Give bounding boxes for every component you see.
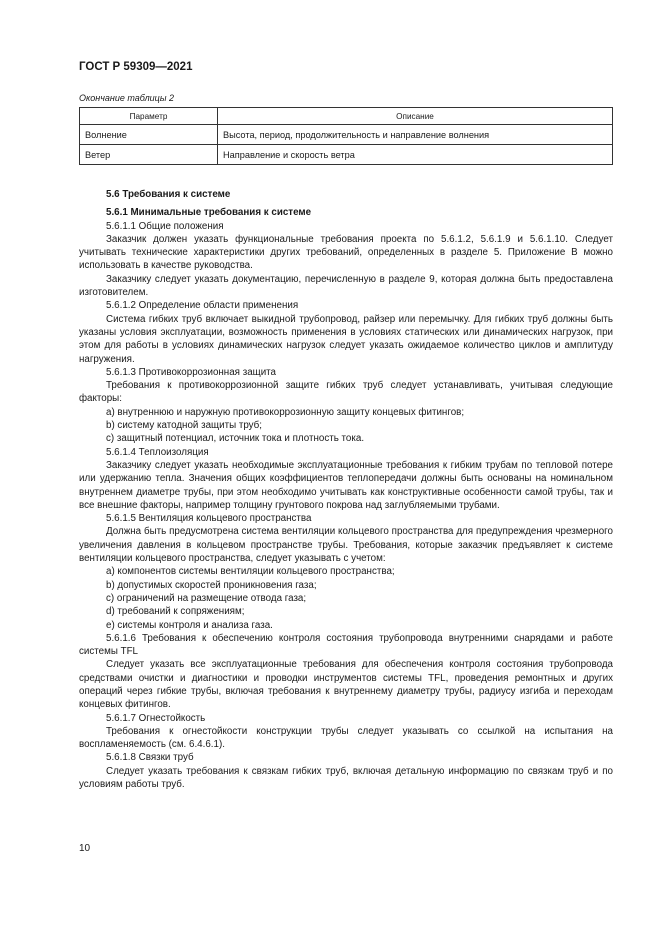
table-caption: Окончание таблицы 2	[79, 93, 174, 103]
clause-title: 5.6.1.4 Теплоизоляция	[106, 446, 209, 458]
clause-title: 5.6.1.8 Связки труб	[106, 752, 194, 764]
list-item: с) защитный потенциал, источник тока и плотность тока.	[106, 433, 365, 445]
clause-title: 5.6.1.5 Вентиляция кольцевого пространства	[106, 513, 312, 525]
parameters-table	[79, 107, 613, 165]
subsection-heading: 5.6.1 Минимальные требования к системе	[106, 207, 312, 219]
paragraph: Требования к огнестойкости конструкции трубы следует указывать со ссылкой на испытания на воспламеняемость (см. 6.4.6.1).	[79, 725, 613, 751]
list-item: d) требований к сопряжениям;	[106, 606, 245, 618]
list-item: b) систему катодной защиты труб;	[106, 420, 262, 432]
column-header-description: Описание	[218, 108, 613, 125]
paragraph: Должна быть предусмотрена система вентиляции кольцевого пространства для предупреждения чрезмерного увеличения давления в кольцевом пространстве трубы. Требования, которые заказчик предъявляет к системе вентиляции кольцевого пространства, следует указывать с учетом:	[79, 526, 613, 565]
table-header-row	[80, 108, 613, 125]
clause-title: 5.6.1.2 Определение области применения	[106, 300, 299, 312]
table-row	[80, 145, 613, 165]
page-number: 10	[79, 843, 91, 854]
paragraph: Заказчику следует указать документацию, перечисленную в разделе 9, которая должна быть предоставлена изготовителем.	[79, 273, 613, 299]
table-cell: Высота, период, продолжительность и направление волнения	[218, 125, 613, 145]
table-cell: Направление и скорость ветра	[218, 145, 613, 165]
paragraph: Следует указать требования к связкам гибких труб, включая детальную информацию по связкам труб и по условиям работы труб.	[79, 765, 613, 791]
list-item: е) системы контроля и анализа газа.	[106, 619, 273, 631]
clause-title: 5.6.1.7 Огнестойкость	[106, 712, 206, 724]
paragraph: Заказчику следует указать необходимые эксплуатационные требования к гибким трубам по тепловой потере или удержанию тепла. Значения общих коэффициентов теплопередачи должны быть основаны на номинальном внутреннем диаметре трубы, при этом необходимо учитывать как конструктивные особенности самой трубы, так и все внешние факторы, например толщину грунтового покрова над заглубляемыми трубами.	[79, 459, 613, 511]
list-item: а) внутреннюю и наружную противокоррозионную защиту концевых фитингов;	[106, 406, 465, 418]
list-item: b) допустимых скоростей проникновения газа;	[106, 579, 317, 591]
document-body	[79, 186, 613, 791]
clause-title: 5.6.1.3 Противокоррозионная защита	[106, 366, 276, 378]
list-item: с) ограничений на размещение отвода газа;	[106, 592, 307, 604]
paragraph: Система гибких труб включает выкидной трубопровод, райзер или перемычку. Для гибких труб должны быть указаны условия эксплуатации, возможность применения в условиях статических или динамических нагрузок, при этом для работы в условиях динамических нагрузок следует указать ожидаемое количество циклов и амплитуду нагружения.	[79, 313, 613, 365]
paragraph: Заказчик должен указать функциональные требования проекта по 5.6.1.2, 5.6.1.9 и 5.6.1.10. Следует учитывать технические характеристики других требований, определенных в разделе 5. Приложение В можно использовать в качестве руководства.	[79, 233, 613, 272]
document-header: ГОСТ Р 59309—2021	[79, 61, 193, 73]
paragraph: Следует указать все эксплуатационные требования для обеспечения контроля состояния трубопровода средствами очистки и диагностики и проводки инструментов системы TFL, проведения ремонтных и других операций через гибкие трубы, включая требования к внутреннему диаметру трубы, радиусу изгиба и переходам концевых фитингов.	[79, 659, 613, 711]
table-cell: Волнение	[80, 125, 218, 145]
column-header-parameter: Параметр	[80, 108, 218, 125]
table-cell: Ветер	[80, 145, 218, 165]
clause-title: 5.6.1.6 Требования к обеспечению контроля состояния трубопровода внутренними снарядами и работе системы TFL	[79, 632, 613, 658]
list-item: а) компонентов системы вентиляции кольцевого пространства;	[106, 566, 395, 578]
clause-title: 5.6.1.1 Общие положения	[106, 220, 224, 232]
paragraph: Требования к противокоррозионной защите гибких труб следует устанавливать, учитывая следующие факторы:	[79, 380, 613, 405]
table-row	[80, 125, 613, 145]
section-heading: 5.6 Требования к системе	[106, 189, 231, 200]
